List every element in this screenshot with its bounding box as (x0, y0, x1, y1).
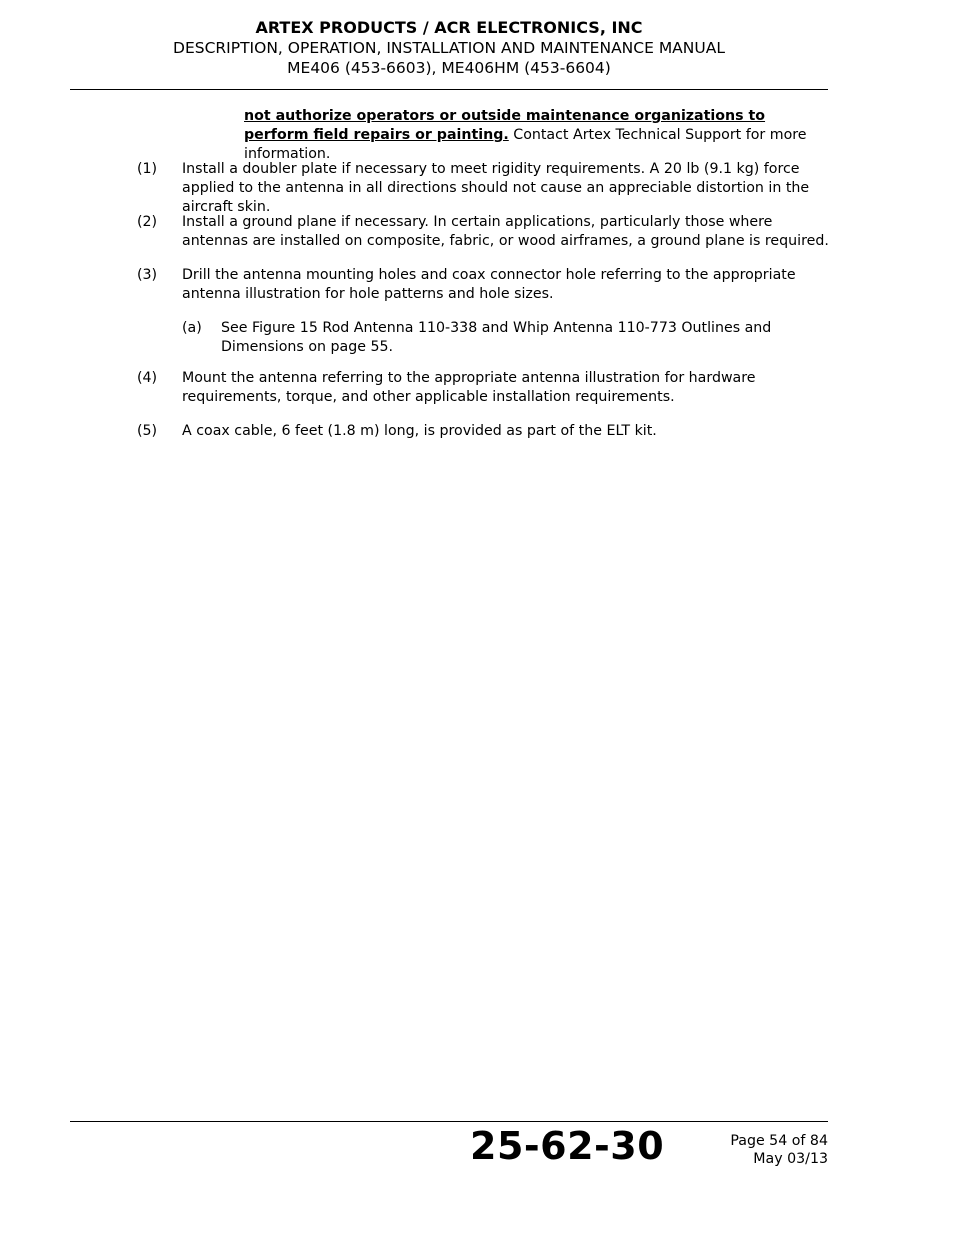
warning-continuation (244, 107, 834, 164)
step-text: Install a ground plane if necessary. In certain applications, particularly those where antennas are installed on composite, fabric, or wood airframes, a ground plane is required. (182, 214, 829, 249)
revision-date: May 03/13 (753, 1151, 828, 1167)
step-number: (1) (137, 161, 158, 177)
page-number: Page 54 of 84 (730, 1133, 828, 1149)
manual-title: DESCRIPTION, OPERATION, INSTALLATION AND MAINTENANCE MANUAL (173, 39, 725, 57)
warning-contact-text: Contact Artex Technical Support for more information. (244, 127, 807, 162)
model-numbers: ME406 (453-6603), ME406HM (453-6604) (287, 59, 611, 77)
footer-divider (70, 1121, 828, 1122)
step-text: Mount the antenna referring to the appropriate antenna illustration for hardware requirements, torque, and other applicable installation requirements. (182, 370, 756, 405)
step-number: (5) (137, 423, 158, 439)
warning-emphasis: not authorize operators or outside maintenance organizations to perform field repairs or painting. (244, 108, 766, 143)
step-text: Drill the antenna mounting holes and coax connector hole referring to the appropriate antenna illustration for hole patterns and hole sizes. (182, 267, 796, 302)
step-text: A coax cable, 6 feet (1.8 m) long, is provided as part of the ELT kit. (182, 423, 657, 439)
step-number: (3) (137, 267, 158, 283)
page-header (70, 18, 828, 78)
substep-text: See Figure 15 Rod Antenna 110-338 and Whip Antenna 110-773 Outlines and Dimensions on page 55. (221, 320, 772, 355)
header-divider (70, 89, 828, 90)
substep-number: (a) (182, 320, 202, 336)
company-name: ARTEX PRODUCTS / ACR ELECTRONICS, INC (255, 18, 643, 37)
page-info (730, 1132, 828, 1168)
step-number: (2) (137, 214, 158, 230)
step-text: Install a doubler plate if necessary to meet rigidity requirements. A 20 lb (9.1 kg) force applied to the antenna in all directions should not cause an appreciable distortion in the aircraft skin. (182, 161, 810, 215)
step-number: (4) (137, 370, 158, 386)
document-code: 25-62-30 (470, 1124, 665, 1168)
